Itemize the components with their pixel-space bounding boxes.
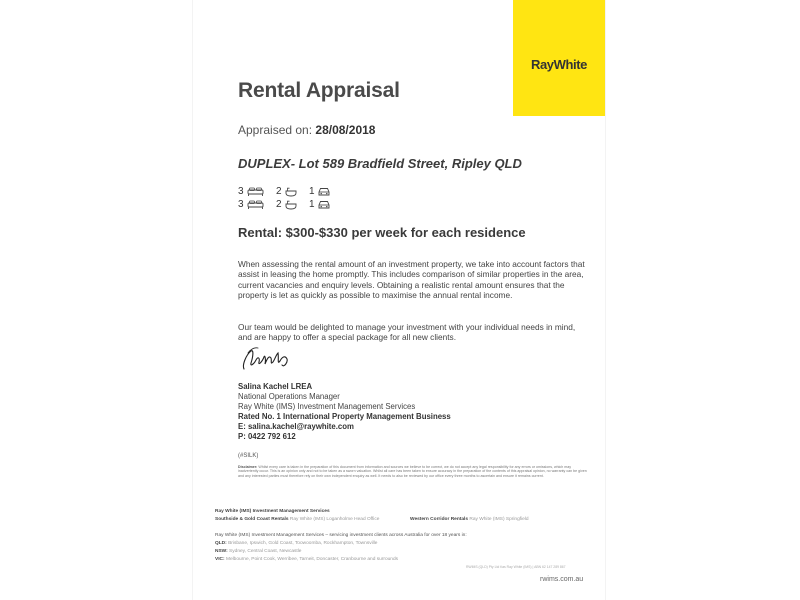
- bath-icon: [285, 200, 297, 210]
- signature-image: [238, 343, 298, 375]
- appraised-label: Appraised on:: [238, 123, 313, 137]
- features-row: [238, 199, 342, 210]
- bathrooms-count: 2: [276, 186, 282, 197]
- footer-heading: [215, 509, 330, 514]
- footer-region: [215, 549, 301, 554]
- signatory-phone: P: 0422 792 612: [238, 432, 296, 442]
- page-title: Rental Appraisal: [238, 79, 400, 102]
- footer-region-areas: Sydney, Central Coast, Newcastle: [229, 549, 302, 554]
- car-icon: [318, 187, 330, 196]
- signatory-block: [238, 382, 451, 443]
- bedrooms-count: 3: [238, 186, 244, 197]
- assessment-paragraph: When assessing the rental amount of an investment property, we take into account factors that assist in leasing the home promptly. This includes comparison of similar properties in the area, current vacancies and enquiry levels. Obtaining a realistic rental amount ensures that the property is let as quickly as possible to maximise the annual rental income.: [238, 259, 585, 301]
- brand-block: [513, 0, 605, 116]
- signatory-position: National Operations Manager: [238, 392, 340, 402]
- bath-icon: [285, 187, 297, 197]
- bedrooms-count: 3: [238, 199, 244, 210]
- footer-region-areas: Brisbane, Ipswich, Gold Coast, Toowoomba, Rockhampton, Townsville: [228, 541, 378, 546]
- property-address: DUPLEX- Lot 589 Bradfield Street, Ripley QLD: [238, 156, 522, 171]
- footer-region: [215, 557, 398, 562]
- appraised-date: 28/08/2018: [315, 123, 376, 137]
- footer-meta: RWIMS (QLD) Pty Ltd t/as Ray White (IMS) | ABN 62 147 289 867: [466, 565, 566, 569]
- footer-office: [410, 517, 529, 522]
- bed-icon: [247, 200, 264, 209]
- signatory-company: Ray White (IMS) Investment Management Services: [238, 402, 416, 412]
- appraised-date-line: [238, 123, 375, 137]
- footer-region-areas: Melbourne, Point Cook, Werribee, Tarneit, Doncaster, Cranbourne and surrounds: [225, 557, 399, 562]
- car-icon: [318, 200, 330, 209]
- footer-region-state: NSW:: [215, 549, 228, 554]
- footer-office-value: Ray White (IMS) Loganholme Head Office: [289, 517, 380, 522]
- signatory-code: (#SILK): [238, 453, 259, 459]
- disclaimer-label: Disclaimer:: [238, 465, 258, 469]
- bathrooms-count: 2: [276, 199, 282, 210]
- rental-amount: Rental: $300-$330 per week for each residence: [238, 225, 526, 240]
- signatory-email[interactable]: E: salina.kachel@raywhite.com: [238, 422, 354, 432]
- footer-region-state: QLD:: [215, 541, 227, 546]
- footer-website[interactable]: rwims.com.au: [540, 576, 584, 583]
- footer-office-value: Ray White (IMS) Springfield: [469, 517, 529, 522]
- cars-count: 1: [309, 199, 315, 210]
- bed-icon: [247, 187, 264, 196]
- footer-heading-text: Ray White (IMS) Investment Management Services: [215, 509, 330, 514]
- raywhite-logo: RayWhite: [530, 57, 588, 72]
- footer-office-label: Southside & Gold Coast Rentals: [215, 517, 289, 522]
- disclaimer-text: Whilst every care is taken in the preparation of this document from information and sources we believe to be correct, we do not accept any legal responsibility for any errors or omissions, which may inadvertently occur. This is an opinion only and not to be taken as a sworn valuation. Whilst all care has been taken to ensure accuracy in the preparation of the contents of this appraisal opinion, no warranty can be given and any interested parties must therefore rely on their own independent enquiry as well. It needs to also be reviewed by our office every three months to ascertain and ensure it remains current.: [238, 465, 587, 478]
- features-row: [238, 186, 342, 197]
- footer-office: [215, 517, 379, 522]
- footer-region: [215, 541, 377, 546]
- footer-office-label: Western Corridor Rentals: [410, 517, 469, 522]
- footer-intro: Ray White (IMS) Investment Management Services – servicing investment clients across Australia for over 18 years in:: [215, 533, 467, 538]
- disclaimer: [238, 465, 588, 478]
- signatory-award: Rated No. 1 International Property Management Business: [238, 412, 451, 422]
- footer-region-state: VIC:: [215, 557, 225, 562]
- signatory-name: Salina Kachel LREA: [238, 382, 313, 391]
- offer-paragraph: Our team would be delighted to manage your investment with your individual needs in mind, and are happy to offer a special package for all new clients.: [238, 322, 576, 343]
- cars-count: 1: [309, 186, 315, 197]
